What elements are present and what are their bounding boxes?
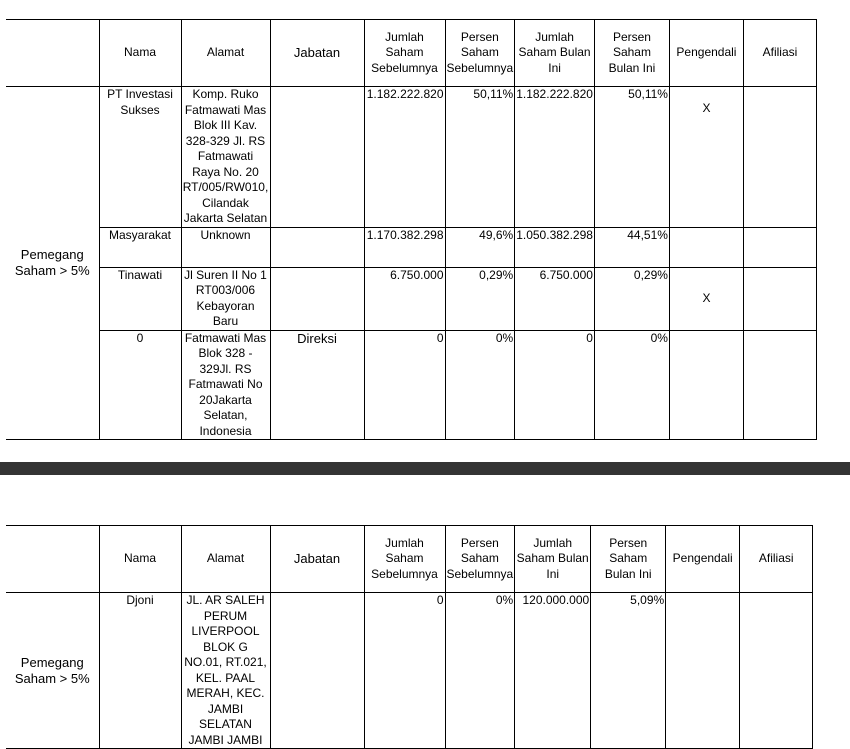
cell-pengendali: X [669, 87, 743, 228]
table-row [6, 330, 816, 440]
header-afiliasi: Afiliasi [740, 526, 813, 593]
cell-jumlah-bulan-ini: 0 [515, 330, 595, 440]
header-row [6, 526, 813, 593]
cell-jumlah-sebelumnya: 6.750.000 [364, 267, 445, 330]
section-divider [0, 462, 850, 475]
cell-persen-bulan-ini: 0,29% [594, 267, 669, 330]
header-alamat: Alamat [181, 20, 270, 87]
group-label: Pemegang Saham > 5% [6, 87, 99, 440]
group-header-cell [6, 526, 99, 593]
cell-pengendali [669, 330, 743, 440]
cell-persen-sebelumnya: 0% [445, 330, 515, 440]
cell-persen-sebelumnya: 0% [445, 593, 515, 749]
cell-jabatan [270, 593, 364, 749]
cell-persen-sebelumnya: 0,29% [445, 267, 515, 330]
table-row [6, 227, 816, 267]
cell-persen-bulan-ini: 44,51% [594, 227, 669, 267]
cell-jumlah-bulan-ini: 1.182.222.820 [515, 87, 595, 228]
table-row [6, 87, 816, 228]
header-jumlah-sebelumnya: Jumlah Saham Sebelumnya [364, 20, 445, 87]
header-row [6, 20, 816, 87]
header-nama: Nama [99, 20, 181, 87]
cell-afiliasi [740, 593, 813, 749]
cell-jumlah-bulan-ini: 1.050.382.298 [515, 227, 595, 267]
table-row [6, 267, 816, 330]
cell-jabatan [270, 227, 364, 267]
cell-persen-bulan-ini: 0% [594, 330, 669, 440]
cell-jabatan: Direksi [270, 330, 364, 440]
cell-jumlah-sebelumnya: 1.170.382.298 [364, 227, 445, 267]
shareholder-table-2 [6, 525, 813, 749]
cell-jumlah-sebelumnya: 0 [364, 593, 445, 749]
header-persen-bulan-ini: Persen Saham Bulan Ini [594, 20, 669, 87]
cell-jabatan [270, 87, 364, 228]
cell-nama: PT Investasi Sukses [99, 87, 181, 228]
header-pengendali: Pengendali [669, 20, 743, 87]
cell-nama: Tinawati [99, 267, 181, 330]
header-nama: Nama [99, 526, 181, 593]
cell-jumlah-sebelumnya: 1.182.222.820 [364, 87, 445, 228]
header-afiliasi: Afiliasi [743, 20, 816, 87]
group-label: Pemegang Saham > 5% [6, 593, 99, 749]
cell-afiliasi [743, 87, 816, 228]
cell-afiliasi [743, 267, 816, 330]
header-jumlah-bulan-ini: Jumlah Saham Bulan Ini [515, 20, 595, 87]
cell-persen-sebelumnya: 50,11% [445, 87, 515, 228]
cell-alamat: JL. AR SALEH PERUM LIVERPOOL BLOK G NO.01, RT.021, KEL. PAAL MERAH, KEC. JAMBI SELATAN JAMBI JAMBI [181, 593, 270, 749]
cell-nama: Masyarakat [99, 227, 181, 267]
cell-nama: 0 [99, 330, 181, 440]
header-pengendali: Pengendali [666, 526, 740, 593]
header-persen-sebelumnya: Persen Saham Sebelumnya [445, 526, 515, 593]
cell-persen-bulan-ini: 50,11% [594, 87, 669, 228]
cell-afiliasi [743, 227, 816, 267]
cell-pengendali [669, 227, 743, 267]
cell-alamat: Jl Suren II No 1 RT003/006 Kebayoran Baru [181, 267, 270, 330]
cell-alamat: Unknown [181, 227, 270, 267]
header-jabatan: Jabatan [270, 20, 364, 87]
cell-jumlah-bulan-ini: 6.750.000 [515, 267, 595, 330]
table-row [6, 593, 813, 749]
cell-alamat: Fatmawati Mas Blok 328 - 329Jl. RS Fatmawati No 20Jakarta Selatan, Indonesia [181, 330, 270, 440]
cell-jumlah-sebelumnya: 0 [364, 330, 445, 440]
cell-pengendali [666, 593, 740, 749]
cell-afiliasi [743, 330, 816, 440]
cell-jabatan [270, 267, 364, 330]
header-jumlah-bulan-ini: Jumlah Saham Bulan Ini [515, 526, 591, 593]
cell-pengendali: X [669, 267, 743, 330]
header-persen-sebelumnya: Persen Saham Sebelumnya [445, 20, 515, 87]
header-jabatan: Jabatan [270, 526, 364, 593]
cell-jumlah-bulan-ini: 120.000.000 [515, 593, 591, 749]
header-alamat: Alamat [181, 526, 270, 593]
group-header-cell [6, 20, 99, 87]
cell-alamat: Komp. Ruko Fatmawati Mas Blok III Kav. 328-329 Jl. RS Fatmawati Raya No. 20 RT/005/RW010, Cilandak Jakarta Selatan [182, 87, 269, 225]
cell-persen-sebelumnya: 49,6% [445, 227, 515, 267]
cell-persen-bulan-ini: 5,09% [591, 593, 666, 749]
header-jumlah-sebelumnya: Jumlah Saham Sebelumnya [364, 526, 445, 593]
shareholder-table-1 [6, 19, 817, 440]
header-persen-bulan-ini: Persen Saham Bulan Ini [591, 526, 666, 593]
cell-nama: Djoni [99, 593, 181, 749]
